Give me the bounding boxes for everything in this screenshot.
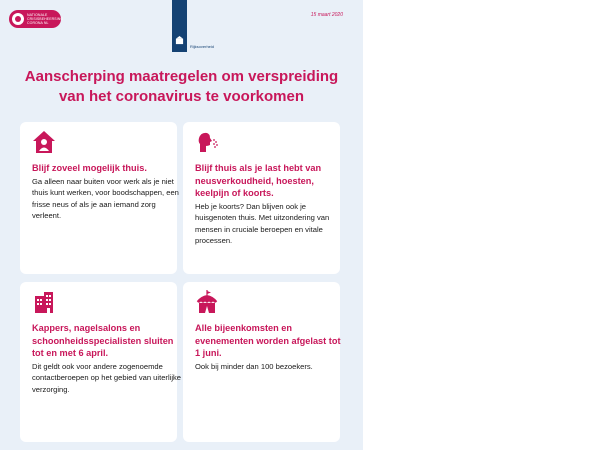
card-body: Dit geldt ook voor andere zogenoemde contactberoepen op het gebied van uiterlijke verzorging.: [32, 362, 182, 394]
sneezing-person-icon: [195, 130, 219, 154]
publication-date: 15 maart 2020: [310, 12, 343, 18]
card-body: Heb je koorts? Dan blijven ook je huisgenoten thuis. Met uitzondering van mensen in cruciale beroepen en vitale processen.: [195, 202, 330, 245]
card-events-cancelled: [183, 282, 340, 442]
card-heading: Blijf zoveel mogelijk thuis.: [32, 163, 147, 173]
government-name: Rijksoverheid: [190, 44, 215, 49]
card-body: Ga alleen naar buiten voor werk als je niet thuis kunt werken, voor boodschappen, een frisse neus of als je aan iemand zorg verleent.: [32, 177, 179, 220]
card-heading: Blijf thuis als je last hebt van neusverkoudheid, hoesten, keelpijn of koorts.: [195, 163, 322, 198]
buildings-icon: [32, 290, 56, 314]
card-heading: Kappers, nagelsalons en schoonheidsspecialisten sluiten tot en met 6 april.: [32, 323, 174, 358]
card-heading: Alle bijeenkomsten en evenementen worden afgelast tot 1 juni.: [195, 323, 341, 358]
logo-circle-icon: [12, 13, 24, 25]
page-title: Aanscherping maatregelen om verspreiding van het coronavirus te voorkomen: [24, 68, 339, 105]
coat-of-arms-icon: [175, 36, 184, 45]
house-person-icon: [32, 130, 56, 154]
circus-tent-icon: [195, 290, 219, 314]
card-body: Ook bij minder dan 100 bezoekers.: [195, 362, 313, 371]
crisis-logo: [9, 10, 64, 28]
card-salons-closed: [20, 282, 182, 442]
card-stay-home-symptoms: [183, 122, 340, 274]
logo-text: NATIONALE CRISISBEHEERSING CORONA NL: [27, 13, 64, 25]
card-stay-home: [20, 122, 177, 274]
